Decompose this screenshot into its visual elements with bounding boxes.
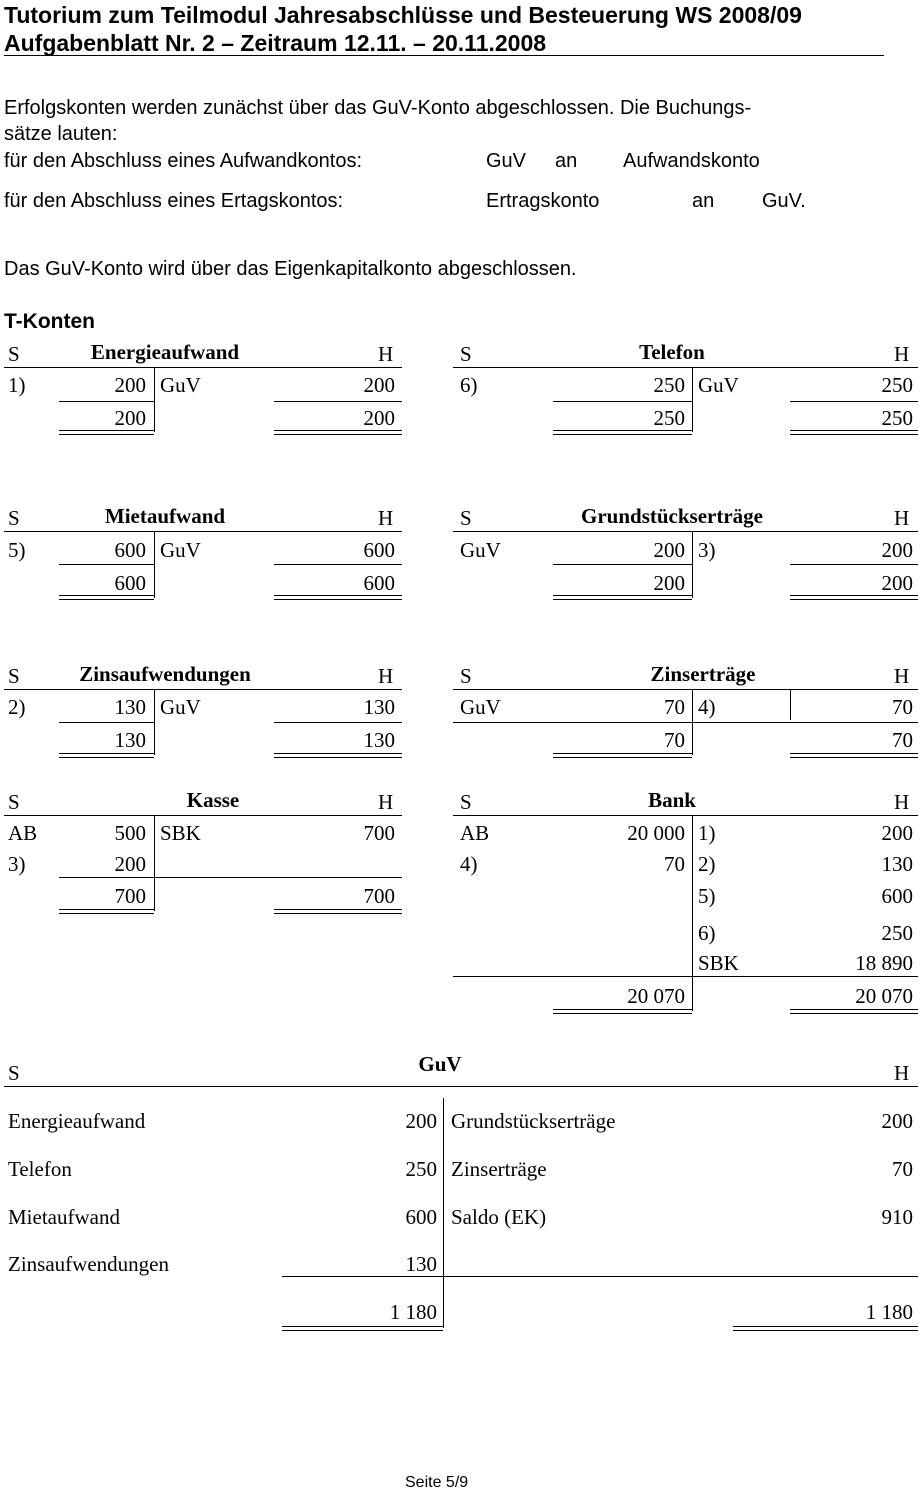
entry-amount: 70: [664, 852, 685, 876]
credit-marker: H: [378, 506, 394, 530]
credit-marker: H: [894, 1061, 910, 1085]
guv-debit-label: Energieaufwand: [8, 1109, 146, 1133]
entry-label: 2): [698, 852, 716, 876]
guv-debit-amount: 250: [405, 1157, 437, 1181]
entry-amount: 130: [363, 695, 395, 719]
guv-title: GuV: [418, 1052, 462, 1076]
entry-label: 4): [460, 852, 478, 876]
account-title: Telefon: [639, 340, 705, 364]
entry-amount: 600: [114, 538, 146, 562]
entry-label: AB: [8, 821, 38, 845]
entry-label: SBK: [698, 951, 739, 975]
entry-amount: 200: [881, 821, 913, 845]
entry-amount: 200: [653, 538, 685, 562]
guv-credit-amount: 200: [881, 1109, 913, 1133]
credit-total: 130: [363, 728, 395, 752]
entry-label: 2): [8, 695, 26, 719]
credit-total: 600: [363, 571, 395, 595]
section-title: T-Konten: [4, 310, 95, 333]
credit-total: 70: [892, 728, 913, 752]
entry-label: 3): [698, 538, 716, 562]
entry-amount: 130: [114, 695, 146, 719]
account-title: Kasse: [186, 788, 240, 812]
guv-debit-amount: 600: [405, 1205, 437, 1229]
debit-total: 70: [664, 728, 685, 752]
credit-marker: H: [378, 664, 394, 688]
entry-amount: 250: [653, 373, 685, 397]
guv-debit-amount: 130: [405, 1252, 437, 1276]
account-title: Grundstückserträge: [581, 504, 763, 528]
entry-amount: 70: [892, 695, 913, 719]
debit-marker: S: [8, 790, 20, 814]
entry-label: 6): [698, 921, 716, 945]
intro-line-2: sätze lauten:: [4, 123, 118, 145]
entry-amount: 500: [114, 821, 146, 845]
debit-marker: S: [460, 664, 472, 688]
debit-marker: S: [460, 790, 472, 814]
credit-marker: H: [378, 342, 394, 366]
credit-total: 200: [363, 406, 395, 430]
entry-label: GuV: [160, 373, 201, 397]
guv-credit-label: Zinserträge: [451, 1157, 547, 1181]
entry-amount: 600: [881, 884, 913, 908]
entry-label: GuV: [698, 373, 739, 397]
entry-amount: 200: [114, 852, 146, 876]
entry-amount: 20 000: [627, 821, 685, 845]
entry-label: 1): [8, 373, 26, 397]
entry-amount: 200: [881, 538, 913, 562]
debit-total: 200: [653, 571, 685, 595]
credit-marker: H: [894, 506, 910, 530]
rule2-debit: Ertragskonto: [486, 190, 600, 212]
debit-total: 600: [114, 571, 146, 595]
entry-label: GuV: [460, 695, 501, 719]
document-subtitle: Aufgabenblatt Nr. 2 – Zeitraum 12.11. – 20.11.2008: [4, 30, 547, 56]
credit-marker: H: [894, 342, 910, 366]
account-title: Zinsaufwendungen: [79, 662, 251, 686]
entry-amount: 250: [881, 921, 913, 945]
rule2-an: an: [692, 190, 715, 212]
guv-credit-total: 1 180: [865, 1300, 913, 1324]
entry-label: GuV: [160, 695, 201, 719]
guv-credit-label: Grundstückserträge: [451, 1109, 616, 1133]
page-number: Seite 5/9: [405, 1474, 469, 1491]
rule1-debit: GuV: [486, 150, 527, 172]
closing-text: Das GuV-Konto wird über das Eigenkapitalkonto abgeschlossen.: [4, 258, 577, 280]
entry-label: 3): [8, 852, 26, 876]
entry-amount: 200: [114, 373, 146, 397]
account-title: Energieaufwand: [90, 340, 240, 364]
debit-total: 250: [653, 406, 685, 430]
credit-marker: H: [378, 790, 394, 814]
debit-marker: S: [8, 342, 20, 366]
credit-total: 700: [363, 884, 395, 908]
credit-total: 20 070: [855, 984, 913, 1008]
account-title: Bank: [648, 788, 696, 812]
intro-line-1: Erfolgskonten werden zunächst über das GuV-Konto abgeschlossen. Die Buchungs-: [4, 97, 752, 119]
entry-label: AB: [460, 821, 490, 845]
entry-amount: 18 890: [855, 951, 913, 975]
guv-credit-amount: 70: [892, 1157, 913, 1181]
credit-total: 250: [881, 406, 913, 430]
debit-marker: S: [460, 506, 472, 530]
guv-credit-amount: 910: [881, 1205, 913, 1229]
account-title: Zinserträge: [650, 662, 756, 686]
entry-label: 6): [460, 373, 478, 397]
entry-label: 4): [698, 695, 716, 719]
guv-credit-label: Saldo (EK): [451, 1205, 547, 1229]
credit-marker: H: [894, 790, 910, 814]
entry-amount: 700: [363, 821, 395, 845]
entry-label: GuV: [460, 538, 501, 562]
guv-debit-label: Mietaufwand: [8, 1205, 120, 1229]
entry-label: GuV: [160, 538, 201, 562]
debit-total: 700: [114, 884, 146, 908]
entry-label: 5): [698, 884, 716, 908]
rule2-label: für den Abschluss eines Ertagskontos:: [4, 190, 344, 212]
debit-total: 200: [114, 406, 146, 430]
entry-amount: 200: [363, 373, 395, 397]
rule2-credit: GuV.: [762, 190, 806, 212]
debit-marker: S: [460, 342, 472, 366]
rule1-label: für den Abschluss eines Aufwandkontos:: [4, 150, 363, 172]
entry-amount: 130: [881, 852, 913, 876]
account-title: Mietaufwand: [104, 504, 226, 528]
entry-amount: 250: [881, 373, 913, 397]
entry-label: 5): [8, 538, 26, 562]
guv-debit-total: 1 180: [389, 1300, 437, 1324]
rule1-an: an: [555, 150, 578, 172]
document-title: Tutorium zum Teilmodul Jahresabschlüsse und Besteuerung WS 2008/09: [4, 2, 802, 28]
debit-total: 20 070: [627, 984, 685, 1008]
debit-total: 130: [114, 728, 146, 752]
guv-debit-label: Zinsaufwendungen: [8, 1252, 169, 1276]
credit-marker: H: [894, 664, 910, 688]
entry-label: SBK: [160, 821, 201, 845]
rule1-credit: Aufwandskonto: [623, 150, 760, 172]
debit-marker: S: [8, 1061, 20, 1085]
entry-amount: 600: [363, 538, 395, 562]
entry-amount: 70: [664, 695, 685, 719]
guv-debit-label: Telefon: [8, 1157, 72, 1181]
entry-label: 1): [698, 821, 716, 845]
credit-total: 200: [881, 571, 913, 595]
guv-debit-amount: 200: [405, 1109, 437, 1133]
title-underline: [4, 55, 884, 56]
debit-marker: S: [8, 664, 20, 688]
debit-marker: S: [8, 506, 20, 530]
